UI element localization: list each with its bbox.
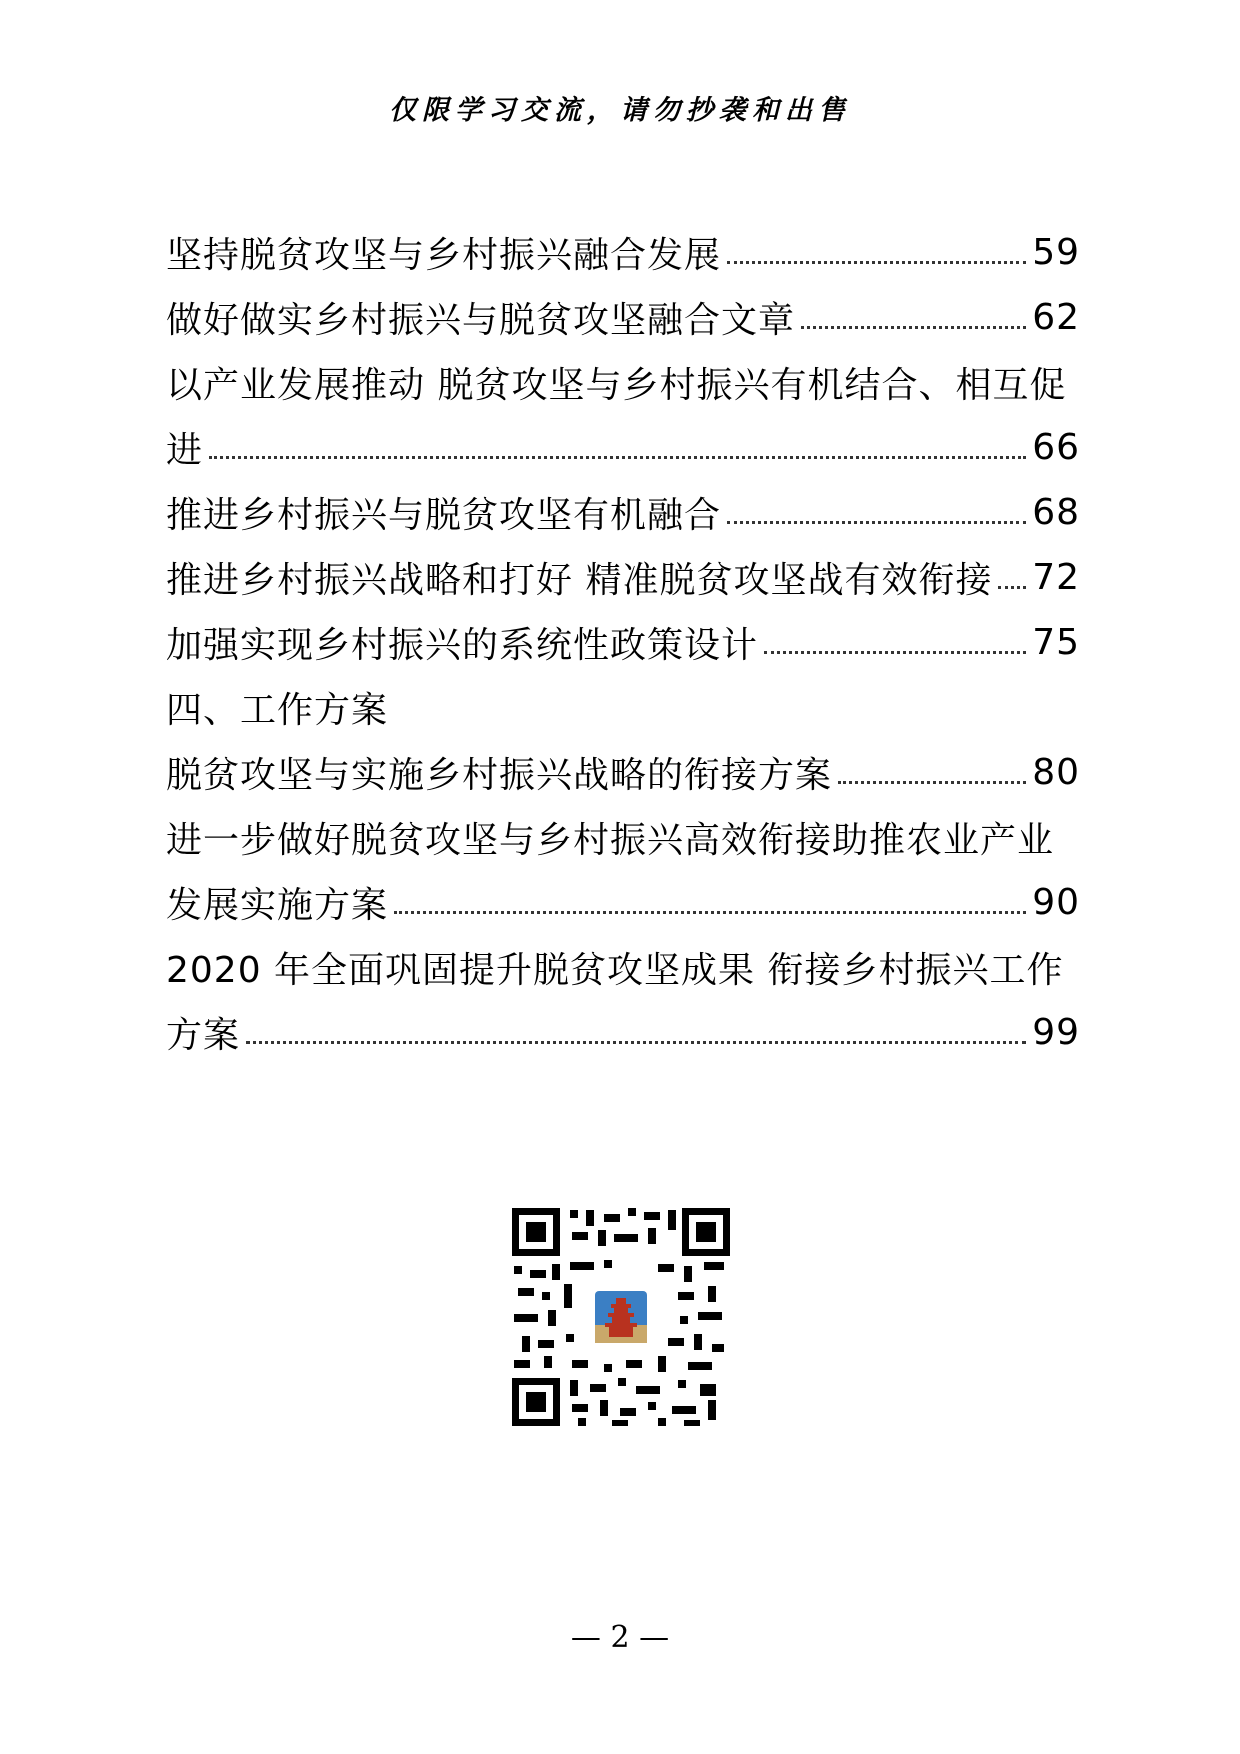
toc-row: [166, 935, 1080, 1000]
toc-row: [166, 870, 1080, 935]
toc-leader-dots: [727, 241, 1026, 264]
toc-leader-dots: [246, 1021, 1026, 1044]
page-header: 仅限学习交流，请勿抄袭和出售: [389, 95, 851, 126]
toc-row: [166, 1000, 1080, 1065]
toc-title: 推进乡村振兴战略和打好 精准脱贫攻坚战有效衔接: [166, 560, 993, 601]
toc-title: 推进乡村振兴与脱贫攻坚有机融合: [166, 495, 722, 536]
toc-row: [166, 220, 1080, 285]
toc-title: 做好做实乡村振兴与脱贫攻坚融合文章: [166, 300, 796, 341]
toc-row: [166, 350, 1080, 415]
toc-title: 进一步做好脱贫攻坚与乡村振兴高效衔接助推农业产业: [166, 820, 1055, 861]
toc-page-number: 59: [1032, 232, 1080, 273]
toc-page-number: 72: [1032, 557, 1080, 598]
toc-title: 坚持脱贫攻坚与乡村振兴融合发展: [166, 235, 722, 276]
toc-leader-dots: [727, 501, 1026, 524]
toc-title: 脱贫攻坚与实施乡村振兴战略的衔接方案: [166, 755, 833, 796]
toc-leader-dots: [801, 306, 1026, 329]
toc-title: 进: [166, 430, 204, 471]
toc-leader-dots: [209, 436, 1026, 459]
toc-page-number: 66: [1032, 427, 1080, 468]
toc-leader-dots: [998, 566, 1026, 589]
page-number: — 2 —: [570, 1620, 670, 1655]
toc-row: [166, 285, 1080, 350]
toc-title: 发展实施方案: [166, 885, 389, 926]
toc-title: 方案: [166, 1015, 241, 1056]
toc-page-number: 90: [1032, 882, 1080, 923]
toc-section-heading: [166, 675, 1080, 740]
toc-row: [166, 545, 1080, 610]
toc-row: [166, 415, 1080, 480]
toc-row: [166, 805, 1080, 870]
toc-row: [166, 740, 1080, 805]
toc-page-number: 68: [1032, 492, 1080, 533]
toc-title: 以产业发展推动 脱贫攻坚与乡村振兴有机结合、相互促: [166, 365, 1067, 406]
toc-leader-dots: [838, 761, 1026, 784]
toc-leader-dots: [764, 631, 1026, 654]
toc-leader-dots: [394, 891, 1026, 914]
toc-title: 四、工作方案: [166, 690, 389, 731]
toc-title: 2020 年全面巩固提升脱贫攻坚成果 衔接乡村振兴工作: [166, 950, 1064, 991]
toc-page-number: 75: [1032, 622, 1080, 663]
toc-row: [166, 480, 1080, 545]
toc-page-number: 99: [1032, 1012, 1080, 1053]
qr-code-icon: [508, 1204, 734, 1430]
toc-row: [166, 610, 1080, 675]
table-of-contents: [166, 220, 1080, 1065]
toc-title: 加强实现乡村振兴的系统性政策设计: [166, 625, 759, 666]
toc-page-number: 62: [1032, 297, 1080, 338]
toc-page-number: 80: [1032, 752, 1080, 793]
